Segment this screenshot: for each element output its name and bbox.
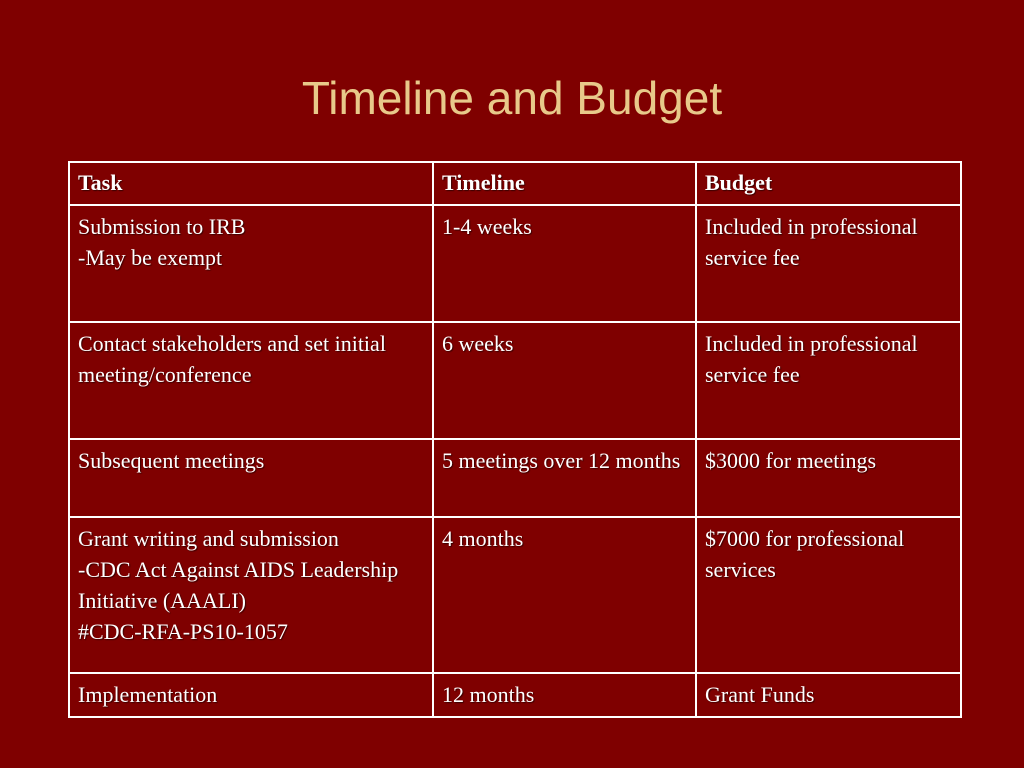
table-header-row [69, 162, 961, 205]
table-row [69, 517, 961, 673]
budget-cell: Included in professional service fee [696, 205, 961, 322]
task-cell: Submission to IRB -May be exempt [69, 205, 433, 322]
timeline-cell: 6 weeks [433, 322, 696, 439]
budget-cell: $7000 for professional services [696, 517, 961, 673]
table-row [69, 673, 961, 717]
budget-cell: Grant Funds [696, 673, 961, 717]
header-budget: Budget [696, 162, 961, 205]
budget-cell: $3000 for meetings [696, 439, 961, 517]
slide-title: Timeline and Budget [301, 72, 723, 124]
task-cell: Contact stakeholders and set initial meeting/conference [69, 322, 433, 439]
budget-cell: Included in professional service fee [696, 322, 961, 439]
timeline-cell: 1-4 weeks [433, 205, 696, 322]
timeline-cell: 4 months [433, 517, 696, 673]
table-row [69, 205, 961, 322]
task-cell: Grant writing and submission -CDC Act Against AIDS Leadership Initiative (AAALI) #CDC-RFA-PS10-1057 [69, 517, 433, 673]
header-task: Task [69, 162, 433, 205]
task-cell: Subsequent meetings [69, 439, 433, 517]
timeline-cell: 12 months [433, 673, 696, 717]
task-cell: Implementation [69, 673, 433, 717]
timeline-cell: 5 meetings over 12 months [433, 439, 696, 517]
table-row [69, 439, 961, 517]
table-row [69, 322, 961, 439]
header-timeline: Timeline [433, 162, 696, 205]
timeline-budget-table [68, 161, 962, 718]
